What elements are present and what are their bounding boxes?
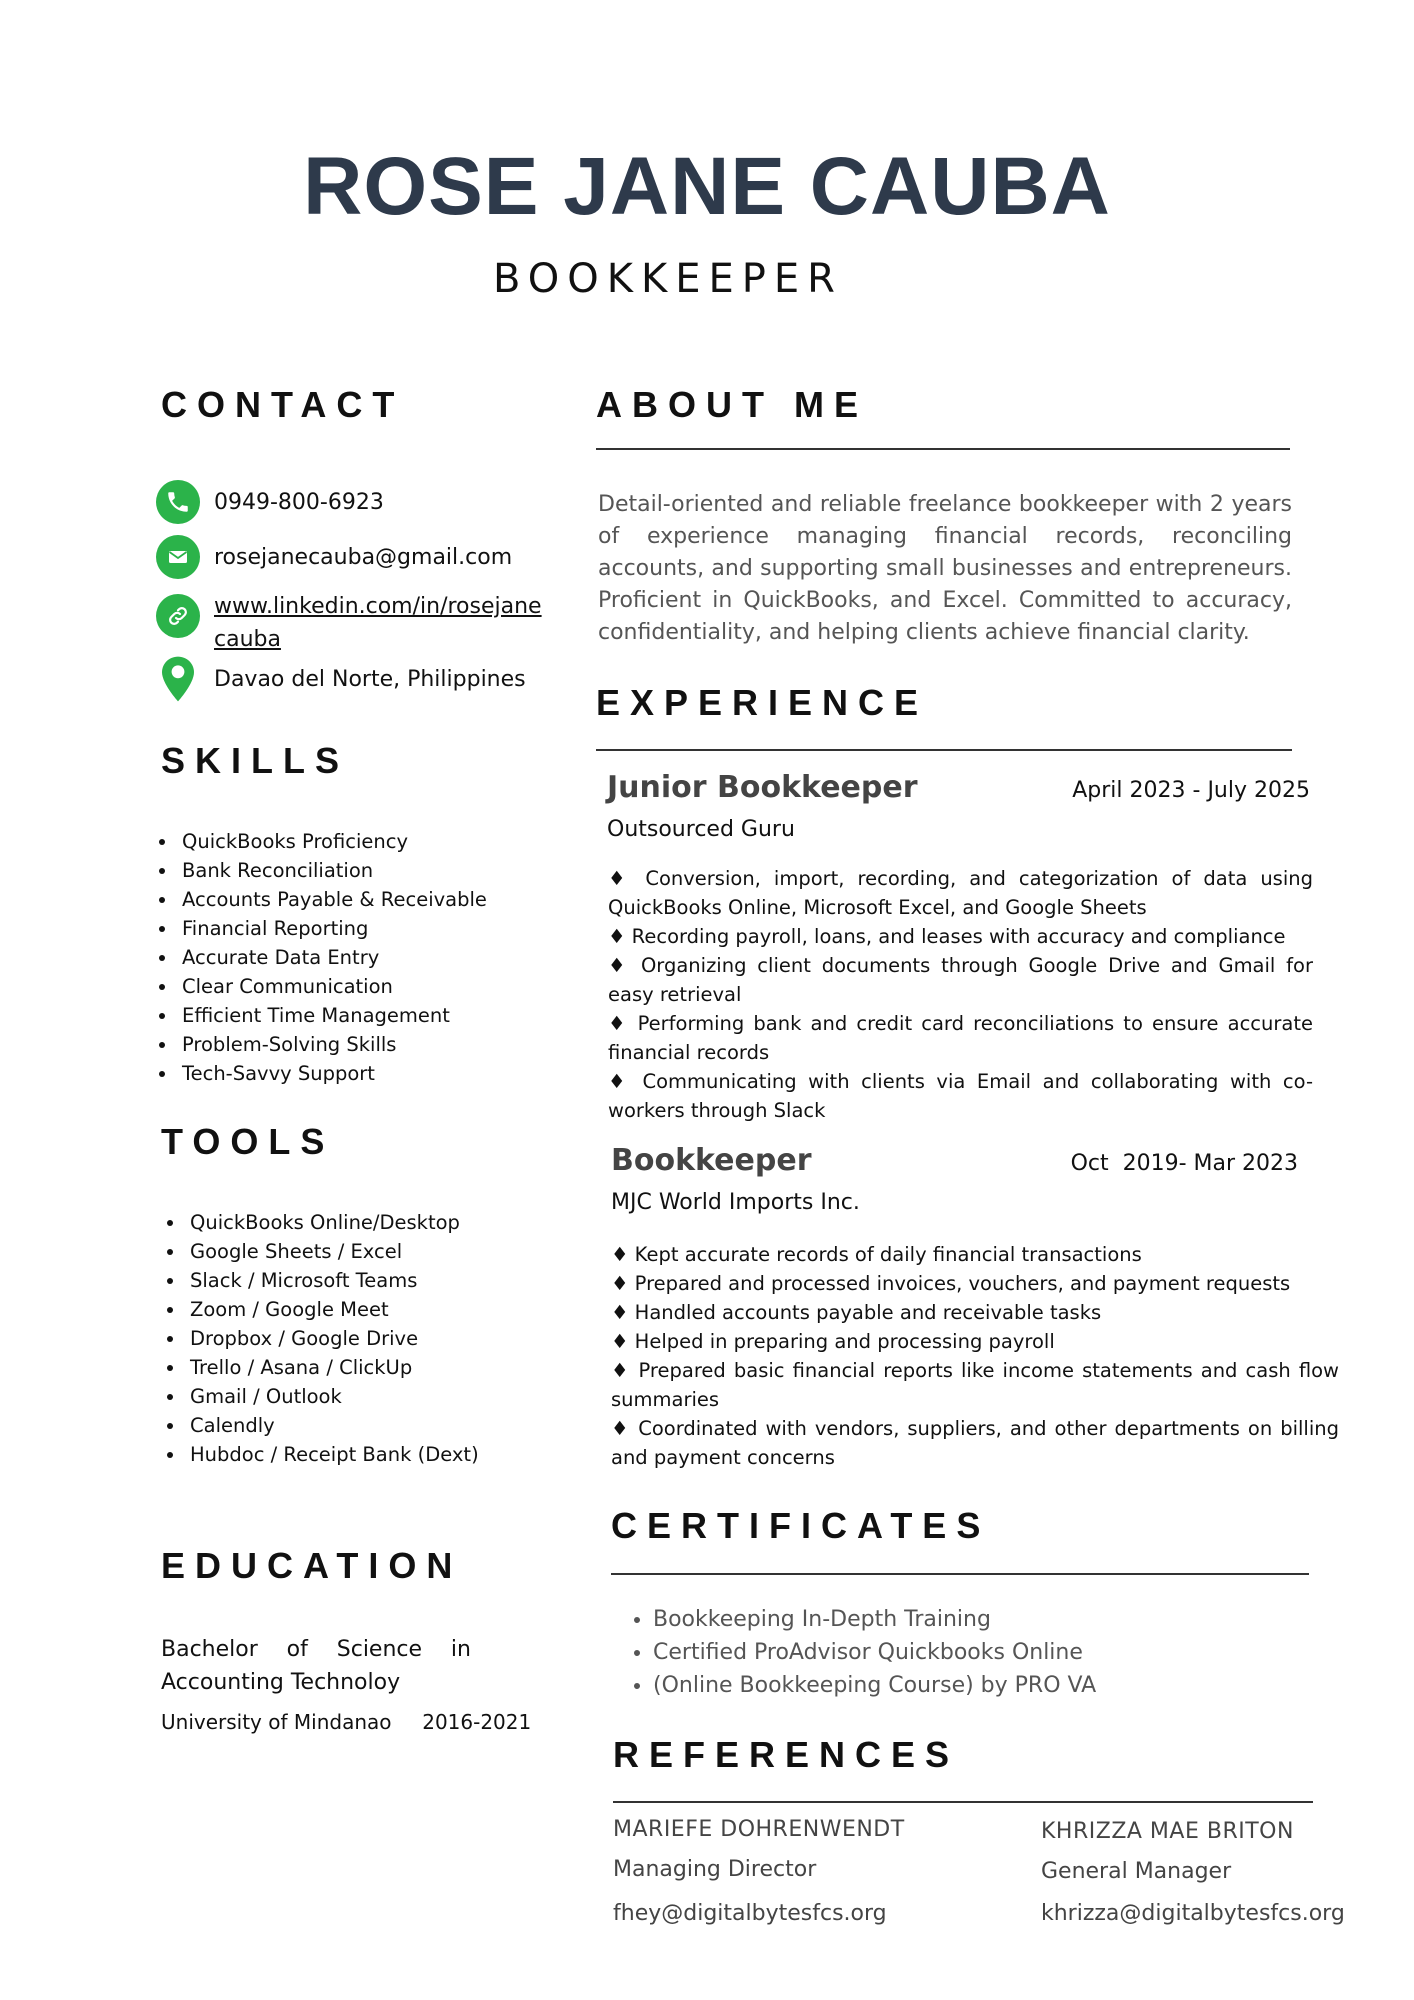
contact-phone	[156, 480, 384, 524]
list-item: • Bookkeeping In-Depth Training	[653, 1603, 1096, 1636]
list-item: • (Online Bookkeeping Course) by PRO VA	[653, 1669, 1096, 1702]
list-item: • Financial Reporting	[178, 914, 487, 943]
list-item: ♦ Coordinated with vendors, suppliers, and other departments on billing and payment concerns	[611, 1417, 1339, 1469]
linkedin-url-line-1: www.linkedin.com/in/rosejane	[214, 594, 542, 619]
certificates-divider	[611, 1573, 1309, 1575]
about-heading: ABOUT ME	[596, 384, 868, 425]
list-item: ♦ Communicating with clients via Email and collaborating with co-workers through Slack	[608, 1070, 1313, 1122]
education-degree: Bachelor of Science in Accounting Technoloy	[161, 1637, 471, 1695]
list-item: • Calendly	[186, 1411, 479, 1440]
skills-heading: SKILLS	[161, 740, 350, 781]
about-divider	[596, 448, 1290, 450]
certificates-list	[625, 1603, 1096, 1702]
list-item: • Clear Communication	[178, 972, 487, 1001]
contact-location	[156, 655, 526, 703]
list-item: • Dropbox / Google Drive	[186, 1324, 479, 1353]
reference-email[interactable]: khrizza@digitalbytesfcs.org	[1041, 1901, 1345, 1926]
job-bullets	[611, 1240, 1339, 1472]
experience-heading: EXPERIENCE	[596, 682, 929, 723]
reference-title: Managing Director	[613, 1857, 817, 1882]
list-item: ♦ Helped in preparing and processing payroll	[611, 1330, 1055, 1353]
reference-email[interactable]: fhey@digitalbytesfcs.org	[613, 1901, 887, 1926]
job-company: MJC World Imports Inc.	[611, 1190, 860, 1215]
list-item: • Tech-Savvy Support	[178, 1059, 487, 1088]
contact-heading: CONTACT	[161, 384, 405, 425]
email-icon	[156, 535, 200, 579]
linkedin-url[interactable]	[214, 590, 554, 656]
list-item: • Efficient Time Management	[178, 1001, 487, 1030]
job-bullets	[608, 864, 1313, 1125]
experience-divider	[596, 749, 1292, 751]
list-item: ♦ Handled accounts payable and receivable tasks	[611, 1301, 1102, 1324]
list-item: ♦ Kept accurate records of daily financial transactions	[611, 1243, 1142, 1266]
reference-card	[613, 1810, 905, 1934]
certificates-heading: CERTIFICATES	[611, 1505, 991, 1546]
list-item: • Accurate Data Entry	[178, 943, 487, 972]
list-item: • QuickBooks Online/Desktop	[186, 1208, 479, 1237]
location-text: Davao del Norte, Philippines	[214, 666, 526, 692]
education-years: 2016-2021	[422, 1710, 532, 1734]
education-school: University of Mindanao	[161, 1710, 392, 1734]
references-heading: REFERENCES	[613, 1734, 960, 1775]
list-item: ♦ Prepared basic financial reports like income statements and cash flow summaries	[611, 1359, 1339, 1411]
education-school-row	[161, 1710, 531, 1734]
contact-email	[156, 535, 512, 579]
education-heading: EDUCATION	[161, 1545, 463, 1586]
list-item: • Google Sheets / Excel	[186, 1237, 479, 1266]
job-company: Outsourced Guru	[607, 817, 795, 842]
list-item: • Bank Reconciliation	[178, 856, 487, 885]
reference-title: General Manager	[1041, 1859, 1232, 1884]
reference-name: KHRIZZA MAE BRITON	[1041, 1819, 1294, 1844]
location-pin-icon	[156, 655, 200, 703]
candidate-name: ROSE JANE CAUBA	[303, 141, 1111, 232]
list-item: ♦ Organizing client documents through Google Drive and Gmail for easy retrieval	[608, 954, 1313, 1006]
phone-icon	[156, 480, 200, 524]
skills-list	[156, 827, 487, 1088]
phone-number: 0949-800-6923	[214, 489, 384, 515]
list-item: • QuickBooks Proficiency	[178, 827, 487, 856]
tools-list	[164, 1208, 479, 1469]
email-address[interactable]: rosejanecauba@gmail.com	[214, 544, 513, 570]
list-item: ♦ Prepared and processed invoices, vouchers, and payment requests	[611, 1272, 1291, 1295]
list-item: • Slack / Microsoft Teams	[186, 1266, 479, 1295]
job-role: BOOKKEEPER	[493, 256, 843, 302]
list-item: • Trello / Asana / ClickUp	[186, 1353, 479, 1382]
list-item: • Accounts Payable & Receivable	[178, 885, 487, 914]
job-title: Bookkeeper	[611, 1143, 812, 1178]
list-item: • Gmail / Outlook	[186, 1382, 479, 1411]
contact-linkedin[interactable]	[156, 590, 554, 656]
list-item: ♦ Conversion, import, recording, and categorization of data using QuickBooks Online, Microsoft Excel, and Google Sheets	[608, 867, 1313, 919]
about-text: Detail-oriented and reliable freelance bookkeeper with 2 years of experience managing financial records, reconciling accounts, and supporting small businesses and entrepreneurs. Proficient in QuickBooks, and Excel. Committed to accuracy, confidentiality, and helping clients achieve financial clarity.	[598, 492, 1292, 645]
reference-name: MARIEFE DOHRENWENDT	[613, 1817, 905, 1842]
list-item: • Hubdoc / Receipt Bank (Dext)	[186, 1440, 479, 1469]
list-item: ♦ Performing bank and credit card reconciliations to ensure accurate financial records	[608, 1012, 1313, 1064]
linkedin-url-line-2: cauba	[214, 627, 281, 652]
list-item: ♦ Recording payroll, loans, and leases with accuracy and compliance	[608, 925, 1286, 948]
reference-card	[1041, 1812, 1345, 1934]
list-item: • Certified ProAdvisor Quickbooks Online	[653, 1636, 1096, 1669]
references-divider	[613, 1801, 1313, 1803]
job-dates: April 2023 - July 2025	[1072, 778, 1310, 803]
list-item: • Zoom / Google Meet	[186, 1295, 479, 1324]
job-title: Junior Bookkeeper	[607, 770, 918, 805]
tools-heading: TOOLS	[161, 1121, 335, 1162]
list-item: • Problem-Solving Skills	[178, 1030, 487, 1059]
job-dates: Oct 2019- Mar 2023	[1070, 1151, 1298, 1176]
link-icon	[156, 594, 200, 638]
